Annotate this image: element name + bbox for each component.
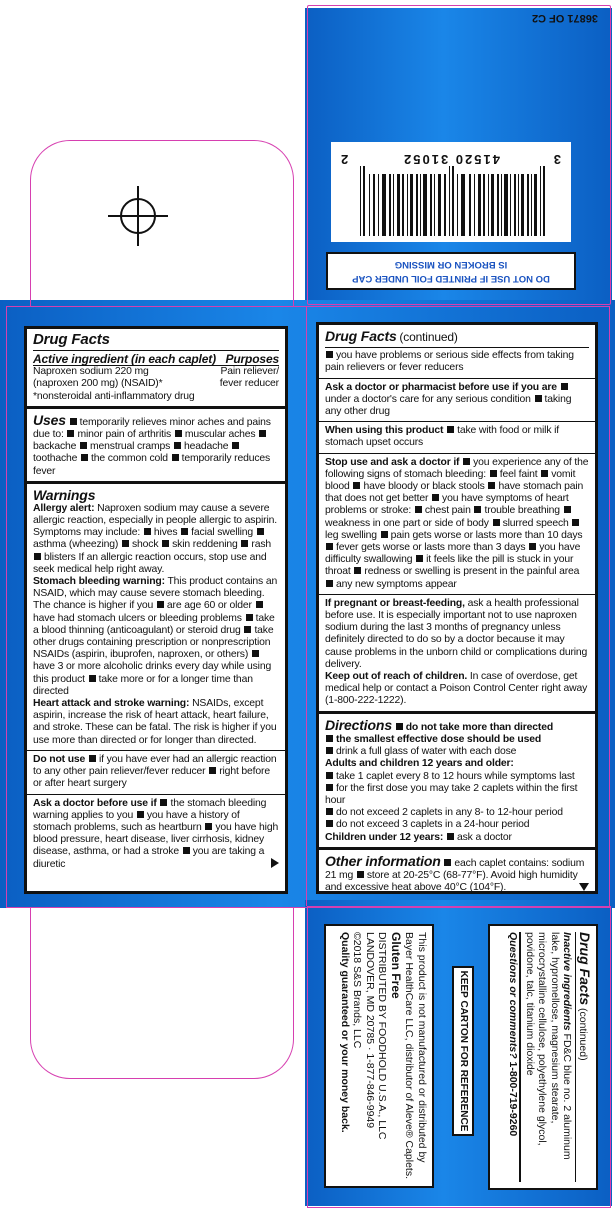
allergy-end: If an allergic reaction occurs, stop use and seek medical help right away. <box>33 551 267 575</box>
allergy-item: facial swelling <box>191 527 254 539</box>
adults-item: do not exceed 3 caplets in a 24-hour period <box>336 819 530 831</box>
continued-label: (continued) <box>399 330 458 344</box>
stop-item: you experience any of the following signs of stomach bleeding: <box>325 456 589 480</box>
continue-arrow-icon <box>271 858 279 868</box>
drug-facts-title-continued: Drug Facts <box>325 328 397 344</box>
stop-item: have bloody or black stools <box>363 481 485 493</box>
keep-carton-box <box>452 966 474 1136</box>
stop-item: redness or swelling is present in the painful area <box>364 566 580 578</box>
when-using-text: take with food or milk if stomach upset occurs <box>325 425 560 449</box>
pregnancy-label: If pregnant or breast-feeding, <box>325 597 465 609</box>
warnings-heading: Warnings <box>33 486 96 503</box>
not-manufactured-note: This product is not manufactured or distributed by Bayer HealthCare LLC, distributor of Aleve® Caplets. <box>403 932 428 1180</box>
allergy-item: hives <box>153 527 178 539</box>
purpose-line2: fever reducer <box>219 378 279 390</box>
stop-item: feel faint <box>499 468 538 480</box>
distributor-address: LANDOVER, MD 20785 · 1-877-846-9949 <box>364 932 376 1129</box>
stomach-item: are age 60 or older <box>166 600 252 612</box>
heart-text: NSAIDs, except aspirin, increase the risk of heart attack, heart failure, and stroke. These can be fatal. The risk is higher if you use more than directed or for longer than directed. <box>33 698 277 746</box>
registration-mark-icon <box>108 186 168 246</box>
continued-item: you have problems or serious side effects from taking pain relievers or fever reducers <box>325 350 574 374</box>
children-text: ask a doctor <box>457 831 512 843</box>
barcode-digits-middle: 41520 31052 <box>402 152 500 167</box>
bottom-drug-facts-title: Drug Facts <box>577 932 593 1006</box>
allergy-label: Allergy alert: <box>33 502 95 514</box>
ask-doctor-item: you have high blood pressure, heart disease, liver cirrhosis, kidney disease, asthma, or had a stroke <box>33 821 279 858</box>
stop-item: you have difficulty swallowing <box>325 542 581 566</box>
ask-doctor-item: the stomach bleeding warning applies to you <box>33 797 267 821</box>
use-item: menstrual cramps <box>90 441 171 453</box>
do-not-use-item: if you have ever had an allergic reaction to any other pain reliever/fever reducer <box>33 753 277 778</box>
barcode-bars <box>341 166 561 236</box>
heart-attack-warning <box>33 698 279 747</box>
nsaid-note: *nonsteroidal anti-inflammatory drug <box>33 390 195 402</box>
stop-item: vomit blood <box>325 468 576 493</box>
ask-doctor-label: Ask a doctor before use if <box>33 797 157 809</box>
barcode-warning-box <box>326 252 576 290</box>
stop-item: slurred speech <box>502 517 569 529</box>
stomach-item: take a blood thinning (anticoagulant) or steroid drug <box>33 612 275 636</box>
stop-item: chest pain <box>424 505 471 517</box>
keep-out-label: Keep out of reach of children. <box>325 671 468 683</box>
center-fold <box>306 306 307 906</box>
adults-label: Adults and children 12 years and older: <box>325 758 514 770</box>
carton-code: 36871 OF C2 <box>531 12 598 24</box>
do-not-use-section <box>27 751 285 795</box>
inactive-ingredients-label: Inactive ingredients <box>561 932 574 1031</box>
quality-guarantee: Quality guaranteed or your money back. <box>339 932 351 1133</box>
top-flap-content <box>310 10 606 300</box>
stop-item: weakness in one part or side of body <box>325 517 489 529</box>
children-label: Children under 12 years: <box>325 831 444 843</box>
foil-warning-line1: DO NOT USE IF PRINTED FOIL UNDER CAP <box>352 273 550 284</box>
directions-heading: Directions <box>325 716 392 733</box>
use-item: backache <box>33 441 77 453</box>
stomach-item: have had stomach ulcers or bleeding problems <box>33 612 242 624</box>
adults-item: do not exceed 2 caplets in any 8- to 12-hour period <box>336 807 563 819</box>
foil-warning-line2: IS BROKEN OR MISSING <box>394 259 508 270</box>
stop-item: you have symptoms of heart problems or stroke: <box>325 493 569 517</box>
stop-item: trouble breathing <box>484 505 560 517</box>
do-not-use-item: right before or after heart surgery <box>33 766 270 790</box>
stop-item: have stomach pain that does not get better <box>325 481 584 505</box>
ingredient-line2: (naproxen 200 mg) (NSAID)* <box>33 378 163 390</box>
ask-pharmacist-section <box>319 379 595 423</box>
questions-phone: 1-800-719-9260 <box>507 1061 520 1137</box>
allergy-item: skin reddening <box>172 539 238 551</box>
adults-item: take 1 caplet every 8 to 12 hours while symptoms last <box>336 770 575 782</box>
when-using-label: When using this product <box>325 425 444 437</box>
uses-section <box>27 409 285 484</box>
continued-section <box>319 325 595 379</box>
allergy-item: shock <box>131 539 159 551</box>
ask-pharmacist-item: under a doctor's care for any serious condition <box>325 393 531 405</box>
stomach-item: take other drugs containing prescription or nonprescription NSAIDs (aspirin, ibuprofen, naproxen, or others) <box>33 624 274 661</box>
uses-intro: temporarily relieves minor aches and pains due to: <box>33 416 271 441</box>
ask-doctor-item: you are taking a diuretic <box>33 846 265 870</box>
directions-section <box>319 714 595 850</box>
ask-doctor-section <box>27 795 285 874</box>
drug-facts-panel-right <box>316 322 598 894</box>
stomach-item: have 3 or more alcoholic drinks every day while using this product <box>33 661 272 685</box>
left-bottom-flap-outline <box>30 908 294 1079</box>
purposes-heading: Purposes <box>225 352 279 366</box>
inactive-ingredients-text: FD&C blue no. 2 aluminum lake, hypromellose, magnesium stearate, microcrystalline cellulose, polyethylene glycol, povidone, talc, titanium dioxide <box>524 932 574 1160</box>
copyright: ©2018 S&S Brands, LLC <box>351 932 364 1049</box>
gluten-free: Gluten Free <box>389 932 403 999</box>
stomach-label: Stomach bleeding warning: <box>33 576 165 588</box>
stop-item: leg swelling <box>325 529 377 541</box>
adults-item: for the first dose you may take 2 caplets within the first hour <box>325 782 578 806</box>
stop-use-label: Stop use and ask a doctor if <box>325 456 460 468</box>
barcode-digit-right: 2 <box>341 152 349 167</box>
use-item: toothache <box>33 453 78 465</box>
use-item: muscular aches <box>184 429 256 441</box>
stomach-bleeding-warning <box>33 576 279 698</box>
allergy-item: rash <box>251 539 272 551</box>
allergy-text: Naproxen sodium may cause a severe allergic reaction, especially in people allergic to aspirin. Symptoms may include: <box>33 502 277 539</box>
stop-item: pain gets worse or lasts more than 10 days <box>390 529 583 541</box>
when-using-section <box>319 422 595 453</box>
stop-item: any new symptoms appear <box>336 578 457 590</box>
direction-item: the smallest effective dose should be used <box>336 733 542 745</box>
keep-carton-text: KEEP CARTON FOR REFERENCE <box>458 970 469 1132</box>
stop-item: it feels like the pill is stuck in your throat <box>325 554 574 578</box>
other-info-item: store at 20-25°C (68-77°F). Avoid high humidity and excessive heat above 40°C (104°F). <box>325 869 578 894</box>
use-item: minor pain of arthritis <box>77 429 172 441</box>
distributor-box <box>324 924 434 1188</box>
direction-item: do not take more than directed <box>405 721 554 733</box>
do-not-use-label: Do not use <box>33 753 86 765</box>
uses-heading: Uses <box>33 411 66 428</box>
pregnancy-section <box>319 595 595 714</box>
questions-label: Questions or comments? <box>507 932 520 1059</box>
ingredient-line1: Naproxen sodium 220 mg <box>33 366 149 378</box>
bottom-continued-label: (continued) <box>577 1008 589 1061</box>
drug-facts-title: Drug Facts <box>33 332 279 351</box>
stomach-item: take more or for a longer time than directed <box>33 673 253 697</box>
drug-facts-panel-left <box>24 326 288 894</box>
bottom-flap-content <box>310 910 606 1202</box>
other-info-item: each caplet contains: sodium 21 mg <box>325 857 585 881</box>
pregnancy-text: ask a health professional before use. It is especially important not to use naproxen sodium during the last 3 months of pregnancy unless definitely directed to do so by a doctor because it may cause problems in the unborn child or complications during delivery. <box>325 597 588 670</box>
ask-doctor-item: you have a history of stomach problems, such as heartburn <box>33 809 240 833</box>
allergy-item: blisters <box>44 551 76 563</box>
other-info-section <box>319 850 595 898</box>
stop-item: fever gets worse or lasts more than 3 days <box>336 542 526 554</box>
continue-down-arrow-icon <box>579 883 589 891</box>
other-info-heading: Other information <box>325 852 441 869</box>
purpose-line1: Pain reliever/ <box>220 366 279 378</box>
direction-item: drink a full glass of water with each dose <box>336 746 517 758</box>
active-ingredient-heading: Active ingredient (in each caplet) <box>33 352 216 366</box>
allergy-alert <box>33 503 279 576</box>
barcode-digit-left: 3 <box>553 152 561 167</box>
allergy-item: asthma (wheezing) <box>33 539 119 551</box>
active-ingredient-section <box>27 329 285 409</box>
warnings-section <box>27 484 285 751</box>
stomach-text: This product contains an NSAID, which may cause severe stomach bleeding. The chance is higher if you <box>33 576 278 612</box>
heart-label: Heart attack and stroke warning: <box>33 698 190 710</box>
barcode <box>331 142 571 242</box>
ask-pharmacist-label: Ask a doctor or pharmacist before use if you are <box>325 381 557 393</box>
keep-out-text: In case of overdose, get medical help or contact a Poison Control Center right away (1-800-222-1222). <box>325 671 588 707</box>
ask-pharmacist-item: taking any other drug <box>325 393 572 418</box>
use-item: headache <box>183 441 229 453</box>
bottom-drug-facts-box <box>488 924 598 1190</box>
distributor-name: DISTRIBUTED BY FOODHOLD U.S.A., LLC <box>376 932 389 1140</box>
stop-use-section <box>319 454 595 595</box>
use-item: the common cold <box>91 453 168 465</box>
use-item: temporarily reduces fever <box>33 453 271 477</box>
